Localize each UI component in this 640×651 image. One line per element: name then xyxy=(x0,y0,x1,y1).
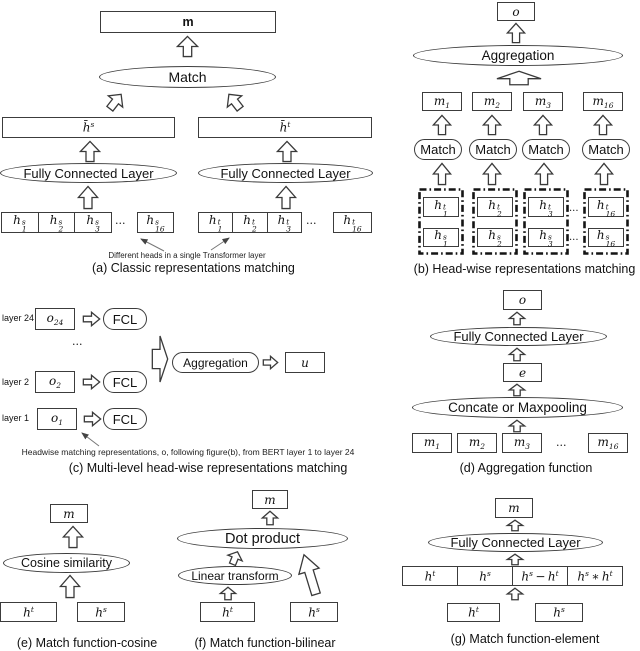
b-head-t3-label: h t 3 xyxy=(539,197,553,218)
up-arrow-icon xyxy=(535,163,553,185)
a-head-t3-label: h t 3 xyxy=(277,213,292,234)
b-head-s3-box xyxy=(528,228,564,247)
g-cell-diff xyxy=(512,567,567,585)
d-caption: (d) Aggregation function xyxy=(459,461,593,475)
c-fcl1 xyxy=(103,408,147,430)
b-head-s2-label: h s 2 xyxy=(488,228,502,249)
d-e-box xyxy=(503,363,542,382)
g-caption: (g) Match function-element xyxy=(450,632,600,646)
g-fcl-ellipse xyxy=(428,533,603,552)
f-caption: (f) Match function-bilinear xyxy=(194,636,336,650)
d-o-label: o xyxy=(518,293,527,307)
g-concat-row xyxy=(402,566,623,586)
g-m-label: m xyxy=(508,501,520,515)
b-m16-box xyxy=(583,92,623,111)
b-m3-box xyxy=(523,92,563,111)
c-fcl2-label: FCL xyxy=(112,374,138,390)
a-head-s16-box xyxy=(137,212,174,233)
up-arrow-icon xyxy=(509,312,525,325)
slanted-up-arrow-icon xyxy=(293,551,327,599)
b-head-t2-label: h t 2 xyxy=(488,197,502,218)
up-arrow-icon xyxy=(177,36,198,57)
c-caption: (c) Multi-level head-wise representations matching xyxy=(68,461,348,475)
a-m-box xyxy=(100,11,276,33)
up-arrow-icon xyxy=(507,520,523,531)
d-m1-label: $m_1$ xyxy=(423,435,441,451)
g-ht-box xyxy=(447,603,500,622)
b-match4-label: Match xyxy=(588,142,624,157)
a-head-s2-cell xyxy=(38,213,75,232)
d-pool-ellipse xyxy=(412,397,623,418)
up-right-arrow-icon xyxy=(102,88,129,115)
d-pool-label: Concate or Maxpooling xyxy=(448,400,587,415)
up-arrow-icon xyxy=(433,115,451,135)
g-cell-ht-label: $h^t$ xyxy=(424,568,436,584)
up-arrow-icon xyxy=(483,115,501,135)
e-hs-label: $h^s$ xyxy=(95,604,107,620)
a-fcl-t-label: Fully Connected Layer xyxy=(220,165,351,181)
big-right-arrow-icon xyxy=(152,335,168,383)
b-m3-label: $m_3$ xyxy=(534,93,552,110)
g-m-box xyxy=(495,498,533,518)
g-cell-hs-label: $h^s$ xyxy=(479,568,491,584)
f-hs-label: $h^s$ xyxy=(308,604,320,620)
wide-up-arrow-icon xyxy=(496,71,542,85)
a-m-label: m xyxy=(182,15,194,29)
f-dot-product-label: Dot product xyxy=(225,530,300,547)
e-m-box xyxy=(50,504,88,523)
c-layer24-label: layer 24 xyxy=(2,313,35,323)
a-head-t2-label: h t 2 xyxy=(243,213,257,234)
c-fcl24-label: FCL xyxy=(112,311,138,327)
b-match4-ellipse xyxy=(582,139,630,160)
e-cosine-label: Cosine similarity xyxy=(21,556,112,570)
a-head-t1-label: h t 1 xyxy=(208,213,223,234)
a-head-t1-cell xyxy=(199,213,232,232)
b-caption: (b) Head-wise representations matching xyxy=(413,262,636,276)
g-cell-ht xyxy=(403,567,457,585)
b-aggregation-label: Aggregation xyxy=(481,48,555,63)
a-heads-s-row xyxy=(1,212,112,233)
right-arrow-icon xyxy=(263,356,278,369)
c-aggregation-label: Aggregation xyxy=(183,355,248,370)
f-dot-product-ellipse xyxy=(177,528,348,549)
a-head-s16-label: h s 16 xyxy=(146,213,165,234)
b-head-t1-label: h t 1 xyxy=(434,197,448,218)
e-caption: (e) Match function-cosine xyxy=(16,636,158,650)
up-right-arrow-icon xyxy=(225,549,245,568)
b-head-t3-box xyxy=(528,197,564,217)
c-fcl2 xyxy=(103,371,147,393)
a-hbar-s-label: h̄$^s$ xyxy=(82,120,95,135)
e-ht-label: $h^t$ xyxy=(23,604,34,620)
b-ellipsis-bottom: ... xyxy=(569,232,579,243)
d-m16-box xyxy=(588,433,628,453)
b-o-label: o xyxy=(512,4,520,19)
right-arrow-icon xyxy=(83,375,100,389)
g-fcl-label: Fully Connected Layer xyxy=(450,535,581,550)
b-aggregation-ellipse xyxy=(413,45,623,66)
b-m1-label: $m_1$ xyxy=(433,93,451,110)
c-o1-box xyxy=(37,408,77,430)
a-hbar-s-box xyxy=(2,117,175,138)
a-note: Different heads in a single Transformer layer xyxy=(108,251,266,260)
b-match3-ellipse xyxy=(522,139,570,160)
up-arrow-icon xyxy=(509,420,525,432)
up-arrow-icon xyxy=(507,23,525,43)
b-head-s16-box xyxy=(588,228,624,247)
e-hs-box xyxy=(77,602,125,622)
c-fcl1-label: FCL xyxy=(112,411,138,427)
c-o2-box xyxy=(35,371,75,393)
up-arrow-icon xyxy=(483,163,501,185)
a-hbar-t-box xyxy=(198,117,372,138)
f-m-label: m xyxy=(264,492,276,507)
d-m16-label: $m_{16}$ xyxy=(597,435,619,451)
up-arrow-icon xyxy=(63,526,83,548)
a-ellipsis-t: ... xyxy=(306,214,317,227)
c-ellipsis: ... xyxy=(72,335,83,348)
a-head-t16-label: h t 16 xyxy=(343,213,362,234)
f-ht-label: $h^t$ xyxy=(222,604,233,620)
b-m1-box xyxy=(422,92,462,111)
c-layer2-label: layer 2 xyxy=(2,377,30,387)
a-head-s1-label: h s 1 xyxy=(13,213,27,234)
up-arrow-icon xyxy=(507,588,523,600)
b-head-s16-label: h s 16 xyxy=(596,228,616,249)
up-arrow-icon xyxy=(509,384,525,396)
a-head-t2-cell xyxy=(232,213,266,232)
right-arrow-icon xyxy=(83,312,100,326)
up-arrow-icon xyxy=(60,575,80,598)
d-e-label: e xyxy=(518,365,527,380)
g-hs-label: $h^s$ xyxy=(553,605,565,620)
up-arrow-icon xyxy=(262,511,278,525)
a-head-t3-cell xyxy=(267,213,301,232)
f-hs-box xyxy=(290,602,338,622)
c-o24-label: $o_{24}$ xyxy=(46,311,64,327)
d-m3-box xyxy=(502,433,542,453)
g-hs-box xyxy=(535,603,583,622)
c-o1-label: $o_1$ xyxy=(50,411,63,427)
up-arrow-icon xyxy=(534,115,552,135)
c-o24-box xyxy=(35,308,75,330)
a-heads-t-row xyxy=(198,212,302,233)
b-head-s2-box xyxy=(477,228,513,247)
c-note: Headwise matching representations, o, following figure(b), from BERT layer 1 to layer 24 xyxy=(21,447,355,457)
b-m2-box xyxy=(472,92,512,111)
a-head-t16-box xyxy=(333,212,372,233)
a-head-s1-cell xyxy=(2,213,38,232)
up-arrow-icon xyxy=(507,554,523,565)
up-left-arrow-icon xyxy=(221,88,248,115)
e-cosine-ellipse xyxy=(3,553,130,573)
a-caption: (a) Classic representations matching xyxy=(92,261,295,275)
c-u-label: u xyxy=(301,355,309,370)
f-linear-transform-label: Linear transform xyxy=(191,568,279,583)
g-ht-label: $h^t$ xyxy=(468,605,479,620)
right-arrow-icon xyxy=(84,412,101,426)
b-head-t1-box xyxy=(423,197,459,217)
b-match1-ellipse xyxy=(414,139,462,160)
a-head-s3-cell xyxy=(74,213,111,232)
b-m2-label: $m_2$ xyxy=(483,93,501,110)
up-arrow-icon xyxy=(595,163,613,185)
g-cell-hs xyxy=(457,567,512,585)
d-m2-box xyxy=(457,433,497,453)
c-aggregation-ellipse xyxy=(172,352,259,373)
d-m3-label: $m_3$ xyxy=(513,435,531,451)
b-match1-label: Match xyxy=(420,142,456,157)
b-ellipsis-top: ... xyxy=(569,203,579,214)
a-fcl-s-ellipse xyxy=(0,163,177,183)
a-head-s3-label: h s 3 xyxy=(86,213,100,234)
e-ht-box xyxy=(0,602,57,622)
b-o-box xyxy=(497,2,535,21)
d-m2-label: $m_2$ xyxy=(468,435,486,451)
c-o2-label: $o_2$ xyxy=(48,374,61,390)
b-head-t16-box xyxy=(588,197,624,217)
e-m-label: m xyxy=(63,506,75,521)
a-fcl-s-label: Fully Connected Layer xyxy=(23,165,154,181)
d-fcl-label: Fully Connected Layer xyxy=(453,329,584,344)
b-head-t16-label: h t 16 xyxy=(596,197,616,218)
up-arrow-icon xyxy=(277,141,297,162)
a-match-label: Match xyxy=(168,69,207,85)
up-arrow-icon xyxy=(220,587,236,600)
up-arrow-icon xyxy=(594,115,612,135)
a-hbar-t-label: h̄$^t$ xyxy=(279,120,291,135)
b-match2-ellipse xyxy=(469,139,517,160)
d-m1-box xyxy=(412,433,452,453)
b-match2-label: Match xyxy=(475,142,511,157)
b-head-s1-label: h s 1 xyxy=(434,228,448,249)
a-head-s2-label: h s 2 xyxy=(49,213,64,234)
up-arrow-icon xyxy=(78,186,98,209)
c-u-box xyxy=(285,352,325,373)
b-head-s1-box xyxy=(423,228,459,247)
b-match3-label: Match xyxy=(528,142,564,157)
g-cell-prod-label: $h^s$ ∗ $h^t$ xyxy=(577,568,613,584)
a-ellipsis-s: ... xyxy=(115,214,126,227)
g-cell-prod xyxy=(567,567,622,585)
f-m-box xyxy=(252,490,288,509)
d-o-box xyxy=(503,290,542,310)
a-fcl-t-ellipse xyxy=(198,163,373,183)
up-arrow-icon xyxy=(80,141,100,162)
b-head-s3-label: h s 3 xyxy=(539,228,553,249)
f-linear-transform-ellipse xyxy=(178,566,292,585)
b-head-t2-box xyxy=(477,197,513,217)
d-fcl-ellipse xyxy=(430,327,607,346)
f-ht-box xyxy=(200,602,255,622)
a-match-ellipse xyxy=(99,66,276,88)
up-arrow-icon xyxy=(276,186,296,209)
c-layer1-label: layer 1 xyxy=(2,413,30,423)
d-ellipsis: ... xyxy=(556,436,567,449)
up-arrow-icon xyxy=(509,348,525,361)
c-fcl24 xyxy=(103,308,147,330)
b-m16-label: $m_{16}$ xyxy=(592,93,614,110)
g-cell-diff-label: $h^s - h^t$ xyxy=(521,568,559,584)
up-arrow-icon xyxy=(433,163,451,185)
